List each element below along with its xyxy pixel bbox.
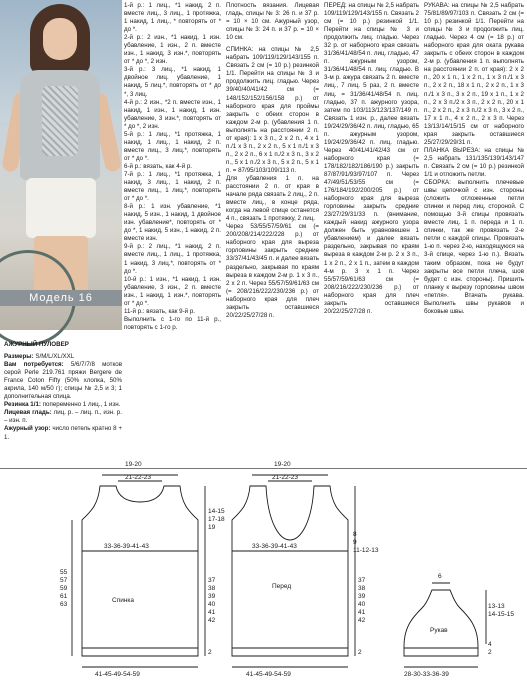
back-dim: 14-15 <box>208 508 225 515</box>
paragraph: 11-й р.: вязать, как 9-й р. <box>124 307 196 315</box>
rib-label: Резинка 1/1: <box>4 401 41 409</box>
column-lace-rows <box>124 2 221 332</box>
back-width-dim: 33-36-39-41-43 <box>104 543 149 550</box>
sleeve-small-dim: 4 <box>488 641 492 648</box>
stockinette-label: Лицевая гладь: <box>4 409 52 417</box>
front-dim: 39 <box>358 593 366 600</box>
sleeve-rib-dim: 2 <box>488 649 492 656</box>
back-outline <box>82 486 198 656</box>
back-rib-dim: 2 <box>208 649 212 656</box>
column-back <box>226 2 319 320</box>
paragraph: 4-й р.: 2 изн., *2 п. вместе изн., 1 накид, 1 изн., 1 накид, 1 изн. убавление, 3 изн.*, повторять от * до *, 2 изн. <box>124 98 221 130</box>
paragraph: ПЕРЕД: на спицы № 2,5 набрать 109/119/129/143/155 п. Связать 2 см (= 10 р.) резинкой 1/1. Перейти на спицы № 3 и продолжить лиц. гладью. Через 32 р. от наборного края связать 31/36/41/48/54 п. лиц. гладью, 47 п. ажурным узором, 31/36/41/48/54 п. лиц. гладью. В 3-м р. ажура связать 2 п. вместе лиц., 7 лиц. 5 раз, 2 п. вместе лиц. = 31/36/41/48/54 п. лиц. гладью, 37 п. ажурного узора, затем по 103/113/123/137/149 п. Связать 1 изн. р., далее вязать 19/24/29/36/42 п. лиц. гладью, 65 п. ажурным узором, 19/24/29/36/42 п. лиц. гладью. Через 40/41/41/42/43 см от наборного края (= 178/182/182/186/190 р.) закрыть 87/87/91/93/97/107 п. Через 47/49/51/53/55 см (= 176/184/192/200/205 р.) от наборного края для выреза горловины закрыть средние 23/27/29/31/33 п. (внимание, каждый накид ажурного узора должен быть уравновешен 1 убавлением) и далее вязать раздельно, закрывая по краям выреза в каждом 2-м р. 2 x 3 п., 1 x 2 п., 2 x 1 п., затем в каждом 4-м р. 3 x 1 п. Через 55/57/59/61/63 см (= 208/216/222/230/236 р.) от наборного края для плеч закрыть оставшиеся 20/22/25/27/28 п. <box>324 2 419 315</box>
sleeve-dim: 13-13 <box>488 603 505 610</box>
front-dim: 40 <box>358 601 366 608</box>
front-dim: 38 <box>358 585 366 592</box>
paragraph: ПЛАНКА ВЫРЕЗА: на спицы № 2,5 набрать 131/135/139/143/147 п. Связать 2 см (= 10 р.) резинкой 1/1 и отложить петли. <box>424 146 524 178</box>
paragraph: 6-й р.: вязать, как 4-й р. <box>124 162 193 170</box>
front-rib-dim: 2 <box>358 649 362 656</box>
photo-shorts <box>26 178 96 238</box>
front-outline <box>232 486 348 656</box>
sleeve-outline <box>404 590 478 656</box>
front-label: Перед <box>272 583 292 590</box>
back-height: 63 <box>60 601 68 608</box>
column-sleeves <box>424 2 524 316</box>
paragraph: РУКАВА: на спицы № 2,5 набрать 75/81/89/97/103 п. Связать 2 см (= 10 р.) резинкой 1/1. Перейти на спицы № 3 и продолжить лиц. гладью. Через 4 см (= 18 р.) от наборного края для оката рукава закрыть с обеих сторон в каждом 2-м р. (убавления 1 п. выполнять на расстоянии 2 п. от края): 2 x 2 п., 20 x 1 п., 1 x 2 п., 1 x 3 п./1 x 3 п., 2 x 2 п., 18 x 1 п., 2 x 2 п., 1 x 3 п./1 x 3 п., 3 x 2 п., 19 x 1 п., 1 x 2 п., 2 x 3 п./2 x 3 п., 2 x 2 п., 20 x 1 п., 2 x 2 п., 2 x 3 п./2 x 3 п., 3 x 2 п., 17 x 1 п., 4 x 2 п., 2 x 3 п. Через 13/13/14/15/15 см от наборного края закрыть оставшиеся 25/27/29/29/31 п. <box>424 2 524 146</box>
paragraph: Для убавления 1 п. на расстоянии 2 п. от края в начале ряда связать 2 лиц., 2 п. вместе лиц., в конце ряда, когда на левой спице останется 4 п., связать 1 протяжку, 2 лиц. <box>226 174 319 223</box>
back-height: 57 <box>60 577 68 584</box>
paragraph: 2-й р.: 2 изн., *1 накид, 1 изн. убавление, 1 изн., 2 п. вместе изн., 1 накид, 3 изн.*, повторять от * до *, 2 изн. <box>124 34 221 66</box>
model-label: Модель 16 <box>0 290 122 306</box>
back-dim: 37 <box>208 577 216 584</box>
back-dim: 38 <box>208 585 216 592</box>
lace-value: число петель кратно 8 + 1. <box>4 425 122 441</box>
paragraph: 9-й р.: 2 лиц., *1 накид, 2 п. вместе лиц., 1 лиц., 1 протяжка, 1 накид, 3 лиц.*, повторять от * до *. <box>124 243 221 275</box>
paragraph: 10-й р.: 1 изн., *1 накид, 1 изн. убавление, 3 изн., 2 п. вместе изн., 1 накид, 1 изн.*, повторять от * до *. <box>124 275 221 307</box>
schematics <box>0 461 527 690</box>
paragraph: 1-й р.: 1 лиц., *1 накид, 2 п. вместе лиц., 3 лиц., 1 протяжка, 1 накид, 1 лиц., * повторять от * до *. <box>124 2 221 34</box>
back-schematic <box>72 475 205 667</box>
paragraph: 3-й р.: 3 лиц., *1 накид, 1 двойное лиц. убавление, 1 накид, 5 лиц.*, повторять от * до *, 3 лиц. <box>124 66 221 98</box>
back-height: 55 <box>60 569 68 576</box>
front-schematic <box>232 475 355 667</box>
paragraph: 8-й р.: 1 изн. убавление, *1 накид, 5 изн., 1 накид, 1 двойное изн. убавление*, повторять от * до *, 1 накид, 5 изн., 1 накид, 2 п. вместе изн. <box>124 203 221 243</box>
photo-face <box>43 18 77 60</box>
sleeve-dim: 14-15-15 <box>488 611 515 618</box>
back-dim: 39 <box>208 593 216 600</box>
sizes-label: Размеры: <box>4 353 34 361</box>
model-photo <box>0 0 122 330</box>
front-dim: 37 <box>358 577 366 584</box>
front-dim: 41 <box>358 609 366 616</box>
sizes-value: S/M/L/XL/XXL <box>35 353 75 361</box>
sleeve-label: Рукав <box>430 627 448 634</box>
paragraph: Плотность вязания. Лицевая гладь, спицы № 3: 26 п. и 37 р. = 10 × 10 см. Ажурный узор, спицы № 3: 24 п. и 37 р. = 10 × 10 см. <box>226 2 319 42</box>
paragraph: Выполнить с 1-го по 11-й р., повторять с 1-го р. <box>124 315 221 331</box>
back-bottom-dim: 41-45-49-54-59 <box>95 671 140 678</box>
back-top-dim: 19-20 <box>125 461 142 468</box>
front-dim: 42 <box>358 617 366 624</box>
back-dim: 41 <box>208 609 216 616</box>
front-top-dim: 19-20 <box>274 461 291 468</box>
pattern-header <box>4 341 122 442</box>
front-width-dim: 33-36-39-41-43 <box>252 543 297 550</box>
lace-label: Ажурный узор: <box>4 425 51 433</box>
paragraph: 5-й р.: 1 лиц., *1 протяжка, 1 накид, 1 лиц., 1 накид, 2 п. вместе лиц., 3 лиц.*, повторять от * до *. <box>124 130 221 162</box>
back-dim: 42 <box>208 617 216 624</box>
back-dim: 17-18 <box>208 516 225 523</box>
back-dim: 19 <box>208 524 216 531</box>
paragraph: СПИНКА: на спицы № 2,5 набрать 109/119/129/143/155 п. Связать 2 см (= 10 р.) резинкой 1/1. Перейти на спицы № 3 и продолжить лиц. гладью. Через 39/40/40/41/42 см (= 148/152/152/156/158 р.) от наборного края для проймы закрыть с обеих сторон в каждом 2-м р. (убавления 1 п. выполнять на расстоянии 2 п. от края): 1 x 3 п., 2 x 2 п., 4 x 1 п./1 x 3 п., 2 x 2 п., 5 x 1 п./1 x 3 п., 2 x 2 п., 6 x 1 п./2 x 3 п., 3 x 2 п., 5 x 1 п./2 x 3 п., 5 x 2 п., 5 x 1 п. = 87/95/103/109/113 п. <box>226 46 319 174</box>
front-bottom-dim: 41-45-49-54-59 <box>246 671 291 678</box>
back-label: Спинка <box>112 597 135 604</box>
front-dim: 8 <box>353 531 357 538</box>
back-dim: 40 <box>208 601 216 608</box>
materials-value: 5/6/7/7/8 мотков серой Perle 219.761 пряжи Bergere de France Coton Fifty (50% хлопка, 50% акрила, 140 м/50 г); спицы № 2,5 и 3; 1 дополнительная спица. <box>4 361 122 401</box>
paragraph: Через 53/55/57/59/61 см (= 200/208/214/222/228 р.) от наборного края для выреза горловины закрыть средние 33/37/41/43/45 п. и далее вязать раздельно, закрывая по краям выреза в каждом 2-м р. 1 x 3 п., 2 x 2 п. Через 55/57/59/61/63 см (= 208/216/222/230/236 р.) от наборного края для плеч закрыть оставшиеся 20/22/25/27/28 п. <box>226 223 320 319</box>
front-dim: 11-12-13 <box>353 547 379 554</box>
stockinette-value: лиц. р. – лиц. п., изн. р. – изн. п. <box>4 409 122 425</box>
materials-label: Вам потребуется: <box>4 361 64 369</box>
sleeve-top-dim: 6 <box>438 573 442 580</box>
sleeve-bottom-dim: 28-30-33-36-39 <box>404 671 449 678</box>
sleeve-schematic <box>404 583 486 667</box>
photo-lace-panel <box>42 86 78 156</box>
rib-value: попеременно 1 лиц., 1 изн. <box>42 401 121 409</box>
pattern-title: АЖУРНЫЙ ПУЛОВЕР <box>4 341 69 348</box>
front-neck-dim: 21-22-23 <box>272 474 299 481</box>
front-dim: 9 <box>353 539 357 546</box>
column-front <box>324 2 419 316</box>
back-height: 59 <box>60 585 68 592</box>
paragraph: СБОРКА: выполнить плечевые швы цепочкой с изн. стороны (сложить отложенные петли спинки и перед лиц. стороной. С помощью 3-й спицы провязать вместе лиц. 1 п. переда и 1 п. спинки, так же провязать 2-е петли с каждой спицы. Провязать 1-ю п. через 2-ю, находящуюся на 3-й спице, через 1-ю п.). Вязать таким образом, пока не будут закрыты все петли плеча, шов будет с изн. стороны). Пришить планку к вырезу горловины швом «петля». Втачать рукава. Выполнить швы рукавов и боковые швы. <box>424 179 524 315</box>
back-height: 61 <box>60 593 68 600</box>
back-neck-dim: 21-22-23 <box>125 474 152 481</box>
paragraph: 7-й р.: 1 лиц., *1 протяжка, 1 накид, 3 лиц., 1 накид, 2 п. вместе лиц., 1 лиц.*, повторять от * до *. <box>124 170 221 203</box>
